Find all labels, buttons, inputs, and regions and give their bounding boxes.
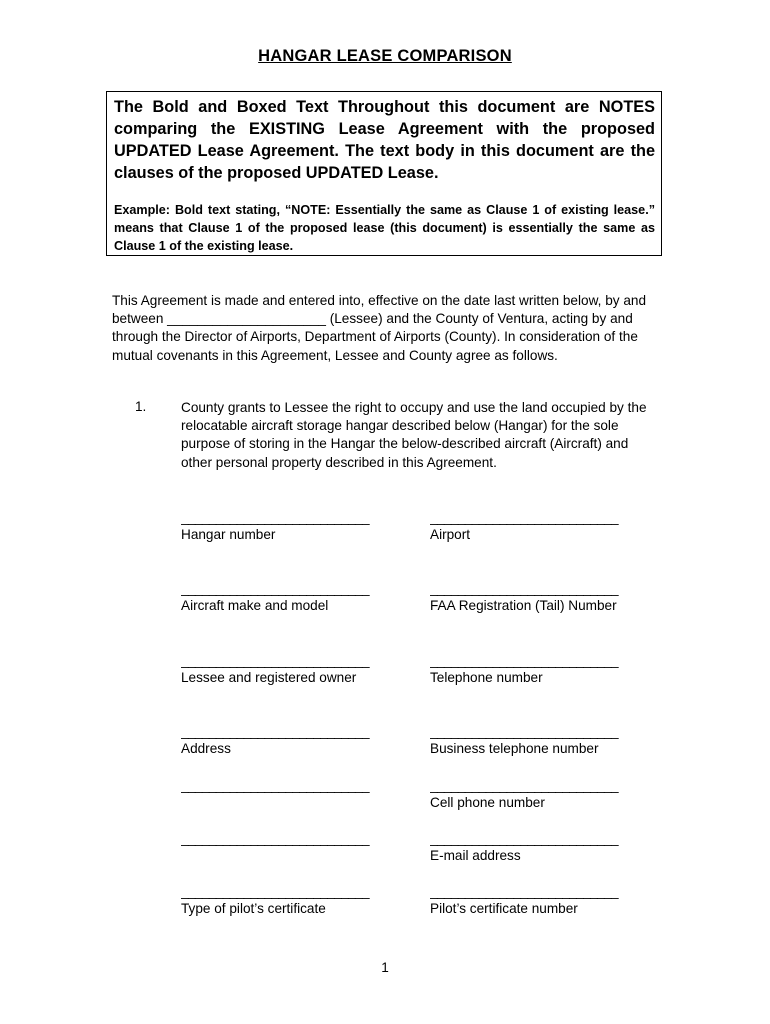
field-label: Cell phone number bbox=[430, 795, 545, 810]
field-cell-phone[interactable] bbox=[430, 778, 652, 812]
blank-line: ___________________________ bbox=[181, 653, 369, 668]
intro-paragraph: This Agreement is made and entered into, effective on the date last written below, by and between _____________________ (Lessee) and the County of Ventura, acting by and through the Director of Airports, Department of Airports (County). In consideration of the mutual covenants in this Agreement, Lessee and County agree as follows. bbox=[112, 293, 647, 363]
field-hangar-number[interactable] bbox=[181, 510, 403, 544]
field-label: FAA Registration (Tail) Number bbox=[430, 598, 617, 613]
field-faa-registration[interactable] bbox=[430, 581, 652, 615]
blank-line: ___________________________ bbox=[430, 724, 618, 739]
field-label: Pilot’s certificate number bbox=[430, 901, 578, 916]
field-label: E-mail address bbox=[430, 848, 521, 863]
blank-line: ___________________________ bbox=[181, 884, 369, 899]
field-business-telephone[interactable] bbox=[430, 724, 652, 758]
blank-line: ___________________________ bbox=[430, 831, 618, 846]
field-label: Type of pilot’s certificate bbox=[181, 901, 326, 916]
field-email[interactable] bbox=[430, 831, 652, 865]
field-telephone[interactable] bbox=[430, 653, 652, 687]
blank-line: ___________________________ bbox=[181, 510, 369, 525]
field-pilot-cert-number[interactable] bbox=[430, 884, 652, 918]
blank-line: ___________________________ bbox=[430, 778, 618, 793]
field-airport[interactable] bbox=[430, 510, 652, 544]
blank-line: ___________________________ bbox=[430, 581, 618, 596]
blank-line: ___________________________ bbox=[181, 831, 369, 846]
field-address-line-2[interactable] bbox=[181, 778, 403, 794]
blank-line: ___________________________ bbox=[181, 581, 369, 596]
note-box bbox=[106, 91, 662, 256]
field-pilot-cert-type[interactable] bbox=[181, 884, 403, 918]
note-example-text: Example: Bold text stating, “NOTE: Essentially the same as Clause 1 of existing lease.” means that Clause 1 of the proposed lease (this document) is essentially the same as Clause 1 of the existing lease. bbox=[114, 203, 655, 253]
field-label: Lessee and registered owner bbox=[181, 670, 357, 685]
clause-text: County grants to Lessee the right to occupy and use the land occupied by the relocatable aircraft storage hangar described below (Hangar) for the sole purpose of storing in the Hangar the below-described aircraft (Aircraft) and other personal property described in this Agreement. bbox=[181, 400, 647, 470]
blank-line: ___________________________ bbox=[430, 653, 618, 668]
blank-line: ___________________________ bbox=[430, 884, 618, 899]
blank-line: ___________________________ bbox=[181, 724, 369, 739]
field-aircraft-make-model[interactable] bbox=[181, 581, 403, 615]
field-address[interactable] bbox=[181, 724, 403, 758]
field-lessee-owner[interactable] bbox=[181, 653, 403, 687]
blank-line: ___________________________ bbox=[430, 510, 618, 525]
field-label: Telephone number bbox=[430, 670, 543, 685]
field-label: Address bbox=[181, 741, 231, 756]
clause-number: 1. bbox=[135, 399, 147, 414]
document-title: HANGAR LEASE COMPARISON bbox=[258, 47, 512, 65]
page-number: 1 bbox=[381, 960, 389, 975]
field-label: Hangar number bbox=[181, 527, 276, 542]
blank-line: ___________________________ bbox=[181, 778, 369, 793]
note-main-text: The Bold and Boxed Text Throughout this document are NOTES comparing the EXISTING Lease Agreement with the proposed UPDATED Lease Agreement. The text body in this document are the clauses of the proposed UPDATED Lease. bbox=[114, 98, 655, 182]
field-label: Business telephone number bbox=[430, 741, 599, 756]
field-label: Aircraft make and model bbox=[181, 598, 329, 613]
field-label: Airport bbox=[430, 527, 471, 542]
field-address-line-3[interactable] bbox=[181, 831, 403, 847]
